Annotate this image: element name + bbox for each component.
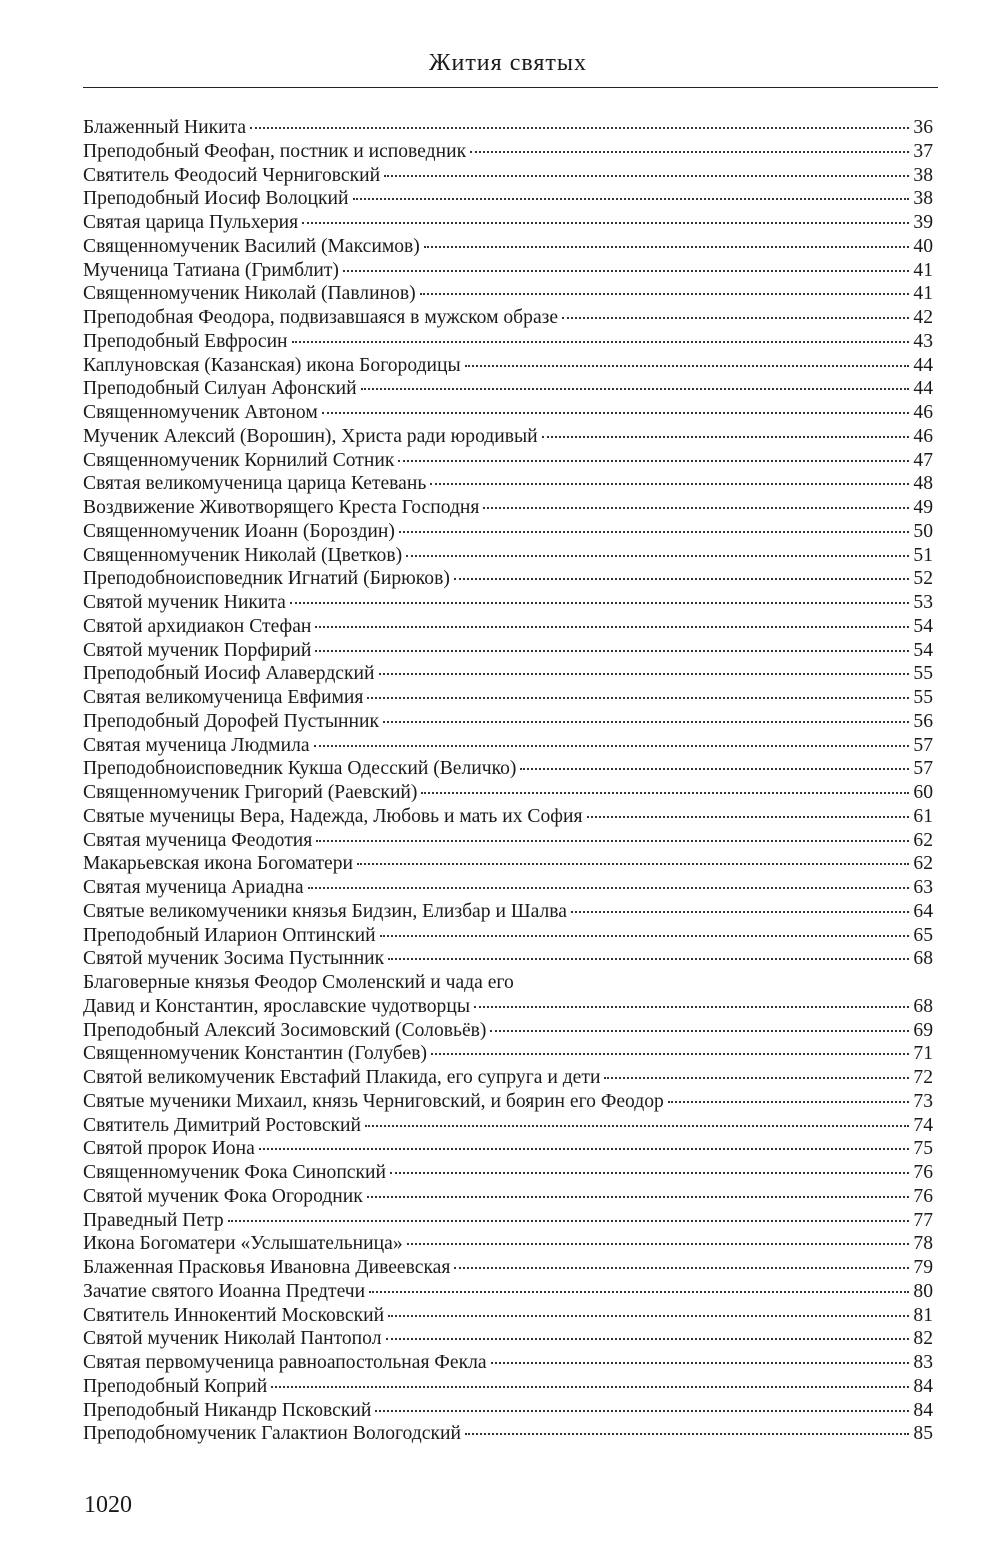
toc-entry-title: Святая мученица Людмила (83, 734, 310, 756)
dot-leader (490, 1030, 909, 1032)
toc-entry (83, 1137, 933, 1161)
toc-entry (83, 805, 933, 829)
toc-entry-page: 39 (913, 212, 933, 233)
toc-entry-title: Священномученик Григорий (Раевский) (83, 782, 418, 803)
toc-entry (83, 591, 933, 615)
dot-leader (431, 1053, 909, 1055)
toc-entry-title: Преподобноисповедник Игнатий (Бирюков) (83, 568, 450, 590)
toc-entry (83, 1422, 933, 1446)
toc-entry (83, 781, 933, 805)
toc-entry-title: Икона Богоматери «Услышательница» (83, 1233, 403, 1255)
toc-entry (83, 1019, 933, 1043)
toc-entry (83, 140, 933, 164)
toc-entry (83, 1232, 933, 1256)
toc-entry (83, 662, 933, 686)
toc-entry (83, 1304, 933, 1328)
dot-leader (386, 1338, 910, 1340)
dot-leader (430, 483, 909, 485)
dot-leader (454, 578, 909, 580)
dot-leader (483, 507, 909, 509)
dot-leader (388, 1315, 909, 1317)
toc-entry-title: Священномученик Иоанн (Бороздин) (83, 520, 395, 542)
dot-leader (228, 1220, 909, 1222)
toc-entry-title-continued: Давид и Константин, ярославские чудотворцы (83, 995, 470, 1017)
toc-entry-page: 44 (913, 354, 933, 376)
toc-entry (83, 924, 933, 948)
toc-entry-title: Святой мученик Николай Пантопол (83, 1328, 382, 1350)
header-rule (83, 87, 938, 88)
toc-entry (83, 377, 933, 401)
dot-leader (474, 1006, 909, 1008)
toc-entry (83, 164, 933, 188)
toc-entry-page: 85 (913, 1423, 933, 1445)
toc-entry-title: Святые мученицы Вера, Надежда, Любовь и мать их София (83, 805, 583, 827)
toc-entry (83, 1280, 933, 1304)
dot-leader (367, 1196, 909, 1198)
running-header-title: Жития святых (428, 50, 588, 76)
toc-entry (83, 1399, 933, 1423)
dot-leader (384, 175, 909, 177)
toc-entry-page: 47 (913, 449, 933, 471)
dot-leader (668, 1101, 909, 1103)
toc-entry-page: 52 (913, 568, 933, 590)
toc-entry (83, 401, 933, 425)
toc-entry-page: 75 (913, 1138, 933, 1160)
toc-entry-page: 54 (913, 639, 933, 661)
toc-entry-title: Каплуновская (Казанская) икона Богородицы (83, 354, 461, 376)
toc-entry (83, 520, 933, 544)
dot-leader (353, 198, 909, 200)
toc-entry-title: Преподобномученик Галактион Вологодский (83, 1423, 461, 1445)
dot-leader (399, 531, 909, 533)
toc-entry (83, 757, 933, 781)
toc-entry (83, 259, 933, 283)
toc-entry (83, 1114, 933, 1138)
dot-leader (369, 1291, 909, 1293)
toc-entry-title: Святая мученица Феодотия (83, 829, 313, 851)
dot-leader (454, 1267, 909, 1269)
toc-entry-page: 38 (913, 188, 933, 210)
toc-entry-title: Преподобный Алексий Зосимовский (Соловьёв) (83, 1019, 487, 1041)
toc-entry (83, 639, 933, 663)
toc-entry (83, 1256, 933, 1280)
toc-entry (83, 615, 933, 639)
toc-entry-title: Священномученик Константин (Голубев) (83, 1043, 428, 1065)
toc-entry-page: 56 (913, 710, 933, 732)
toc-entry (83, 235, 933, 259)
toc-entry-title: Преподобный Евфросин (83, 330, 288, 352)
toc-entry-title: Преподобный Дорофей Пустынник (83, 710, 380, 732)
toc-entry-page: 68 (913, 948, 933, 970)
toc-entry-title: Святая великомученица Евфимия (83, 687, 364, 708)
page-number: 1020 (84, 1492, 132, 1518)
dot-leader (367, 697, 909, 699)
toc-entry-title: Святая великомученица царица Кетевань (83, 473, 427, 495)
toc-entry (83, 900, 933, 924)
toc-entry (83, 686, 933, 710)
toc-entry (83, 330, 933, 354)
toc-entry-page: 69 (913, 1019, 933, 1041)
toc-entry-page: 77 (913, 1209, 933, 1231)
toc-entry-line (83, 971, 933, 995)
toc-entry-title: Преподобный Иларион Оптинский (83, 924, 376, 946)
toc-entry-page: 57 (913, 734, 933, 756)
toc-entry-page: 46 (913, 425, 933, 447)
toc-entry-title: Святая мученица Ариадна (83, 877, 304, 898)
dot-leader (292, 341, 909, 343)
toc-entry-page: 76 (913, 1162, 933, 1183)
dot-leader (357, 863, 909, 865)
toc-entry-page: 36 (913, 117, 933, 138)
toc-entry (83, 1327, 933, 1351)
toc-entry-page: 41 (913, 283, 933, 305)
toc-entry-page: 41 (913, 259, 933, 281)
toc-entry-title: Преподобный Никандр Псковский (83, 1399, 372, 1421)
toc-entry (83, 544, 933, 568)
toc-entry-title: Святая царица Пульхерия (83, 212, 299, 233)
toc-entry (83, 852, 933, 876)
toc-entry-title: Воздвижение Животворящего Креста Господня (83, 497, 480, 518)
dot-leader (406, 555, 909, 557)
toc-entry-page: 65 (913, 924, 933, 946)
toc-entry-title: Святой мученик Фока Огородник (83, 1185, 363, 1207)
table-of-contents (83, 116, 933, 1446)
toc-entry (83, 472, 933, 496)
toc-entry-title: Святые великомученики князья Бидзин, Елизбар и Шалва (83, 900, 567, 922)
toc-entry (83, 306, 933, 330)
toc-entry (83, 354, 933, 378)
toc-entry-page: 81 (913, 1304, 933, 1326)
toc-entry-page: 62 (913, 853, 933, 875)
toc-entry-page: 53 (913, 592, 933, 613)
toc-entry-title: Преподобный Коприй (83, 1375, 268, 1397)
dot-leader (420, 293, 909, 295)
toc-entry-page: 57 (913, 758, 933, 780)
dot-leader (322, 412, 909, 414)
toc-entry-page: 71 (913, 1043, 933, 1065)
dot-leader (465, 365, 909, 367)
toc-entry (83, 425, 933, 449)
toc-entry-page: 44 (913, 378, 933, 400)
dot-leader (365, 1125, 909, 1127)
toc-entry-title: Святые мученики Михаил, князь Черниговский, и боярин его Феодор (83, 1090, 664, 1112)
toc-entry-title: Священномученик Корнилий Сотник (83, 449, 395, 471)
toc-entry (83, 876, 933, 900)
toc-entry-title: Святитель Иннокентий Московский (83, 1304, 385, 1326)
dot-leader (290, 602, 909, 604)
toc-entry (83, 449, 933, 473)
dot-leader (542, 436, 909, 438)
dot-leader (315, 650, 909, 652)
toc-entry-page: 82 (913, 1328, 933, 1350)
toc-entry-page: 62 (913, 829, 933, 851)
toc-entry-title: Праведный Петр (83, 1209, 224, 1231)
toc-entry-title: Святой архидиакон Стефан (83, 615, 312, 637)
toc-entry-title: Святой мученик Порфирий (83, 639, 312, 661)
toc-entry-page: 49 (913, 497, 933, 518)
dot-leader (465, 1433, 909, 1435)
dot-leader (379, 673, 910, 675)
dot-leader (375, 1410, 909, 1412)
dot-leader (491, 1362, 909, 1364)
toc-entry-page: 55 (913, 687, 933, 708)
dot-leader (361, 388, 909, 390)
toc-entry-page: 78 (913, 1233, 933, 1255)
toc-entry-title: Святитель Димитрий Ростовский (83, 1114, 362, 1136)
toc-entry-title: Преподобный Иосиф Алавердский (83, 663, 375, 685)
dot-leader (587, 816, 910, 818)
toc-entry-title: Блаженный Никита (83, 117, 247, 138)
toc-entry (83, 1209, 933, 1233)
toc-entry-page: 38 (913, 164, 933, 186)
toc-entry-title: Священномученик Автоном (83, 402, 318, 423)
toc-entry-page: 60 (913, 782, 933, 803)
toc-entry (83, 187, 933, 211)
toc-entry-title: Преподобная Феодора, подвизавшаяся в мужском образе (83, 307, 559, 328)
dot-leader (604, 1077, 909, 1079)
dot-leader (424, 246, 909, 248)
toc-entry-title: Святой пророк Иона (83, 1138, 255, 1160)
toc-entry-page: 80 (913, 1280, 933, 1302)
toc-entry-title: Святой мученик Никита (83, 592, 286, 613)
toc-entry-page: 72 (913, 1067, 933, 1088)
toc-entry-page: 83 (913, 1352, 933, 1373)
toc-entry-page: 43 (913, 330, 933, 352)
toc-entry-page: 48 (913, 473, 933, 495)
toc-entry-page: 76 (913, 1185, 933, 1207)
toc-entry (83, 1351, 933, 1375)
toc-entry-title: Святитель Феодосий Черниговский (83, 164, 381, 186)
toc-entry-title: Преподобный Иосиф Волоцкий (83, 188, 349, 210)
dot-leader (302, 222, 909, 224)
dot-leader (308, 887, 909, 889)
toc-entry-page: 40 (913, 235, 933, 257)
toc-entry (83, 1185, 933, 1209)
toc-entry-title: Преподобноисповедник Кукша Одесский (Величко) (83, 758, 517, 780)
toc-entry (83, 710, 933, 734)
toc-entry-title: Зачатие святого Иоанна Предтечи (83, 1280, 366, 1302)
dot-leader (250, 127, 909, 129)
toc-entry-page: 74 (913, 1114, 933, 1136)
toc-entry (83, 116, 933, 140)
toc-entry (83, 1066, 933, 1090)
toc-entry-title: Преподобный Силуан Афонский (83, 378, 357, 400)
toc-entry (83, 1090, 933, 1114)
toc-entry-page: 51 (913, 544, 933, 566)
toc-entry-page: 68 (913, 995, 933, 1017)
toc-entry-page: 73 (913, 1090, 933, 1112)
dot-leader (383, 721, 909, 723)
toc-entry-page: 54 (913, 615, 933, 637)
toc-entry-page: 55 (913, 663, 933, 685)
toc-entry-title: Священномученик Василий (Максимов) (83, 235, 420, 257)
toc-entry-title: Святая первомученица равноапостольная Фекла (83, 1352, 487, 1373)
dot-leader (421, 792, 909, 794)
toc-entry-title: Святой мученик Зосима Пустынник (83, 948, 385, 970)
toc-entry-page: 42 (913, 307, 933, 328)
toc-entry-title: Святой великомученик Евстафий Плакида, его супруга и дети (83, 1067, 601, 1088)
toc-entry-page: 46 (913, 402, 933, 423)
toc-entry (83, 282, 933, 306)
dot-leader (315, 626, 909, 628)
dot-leader (271, 1386, 909, 1388)
toc-entry-page: 50 (913, 520, 933, 542)
toc-entry (83, 829, 933, 853)
toc-entry (83, 947, 933, 971)
toc-entry (83, 1375, 933, 1399)
toc-entry-title: Священномученик Фока Синопский (83, 1162, 386, 1183)
dot-leader (316, 840, 909, 842)
toc-entry-title: Священномученик Николай (Павлинов) (83, 283, 416, 305)
toc-entry-page: 84 (913, 1375, 933, 1397)
dot-leader (470, 151, 909, 153)
toc-entry-title: Священномученик Николай (Цветков) (83, 544, 403, 566)
dot-leader (388, 958, 909, 960)
toc-entry (83, 1042, 933, 1066)
toc-entry-page: 63 (913, 877, 933, 898)
toc-entry (83, 995, 933, 1019)
dot-leader (562, 317, 909, 319)
toc-entry-title: Мученик Алексий (Ворошин), Христа ради юродивый (83, 425, 538, 447)
dot-leader (407, 1243, 909, 1245)
toc-entry-page: 79 (913, 1257, 933, 1278)
toc-entry (83, 1161, 933, 1185)
toc-entry-title: Преподобный Феофан, постник и исповедник (83, 140, 467, 162)
dot-leader (314, 745, 909, 747)
toc-entry-title: Мученица Татиана (Гримблит) (83, 259, 339, 281)
dot-leader (390, 1172, 909, 1174)
toc-entry-title: Благоверные князья Феодор Смоленский и чада его (83, 972, 514, 993)
dot-leader (380, 935, 909, 937)
toc-entry (83, 567, 933, 591)
toc-entry-title: Макарьевская икона Богоматери (83, 853, 354, 875)
dot-leader (343, 270, 909, 272)
toc-entry-page: 37 (913, 140, 933, 162)
dot-leader (571, 911, 909, 913)
dot-leader (259, 1148, 909, 1150)
dot-leader (398, 460, 909, 462)
toc-entry-page: 61 (913, 805, 933, 827)
toc-entry (83, 734, 933, 758)
toc-entry (83, 496, 933, 520)
toc-entry-title: Блаженная Прасковья Ивановна Дивеевская (83, 1257, 451, 1278)
toc-entry (83, 211, 933, 235)
dot-leader (520, 768, 909, 770)
toc-entry-page: 64 (913, 900, 933, 922)
toc-entry-page: 84 (913, 1399, 933, 1421)
